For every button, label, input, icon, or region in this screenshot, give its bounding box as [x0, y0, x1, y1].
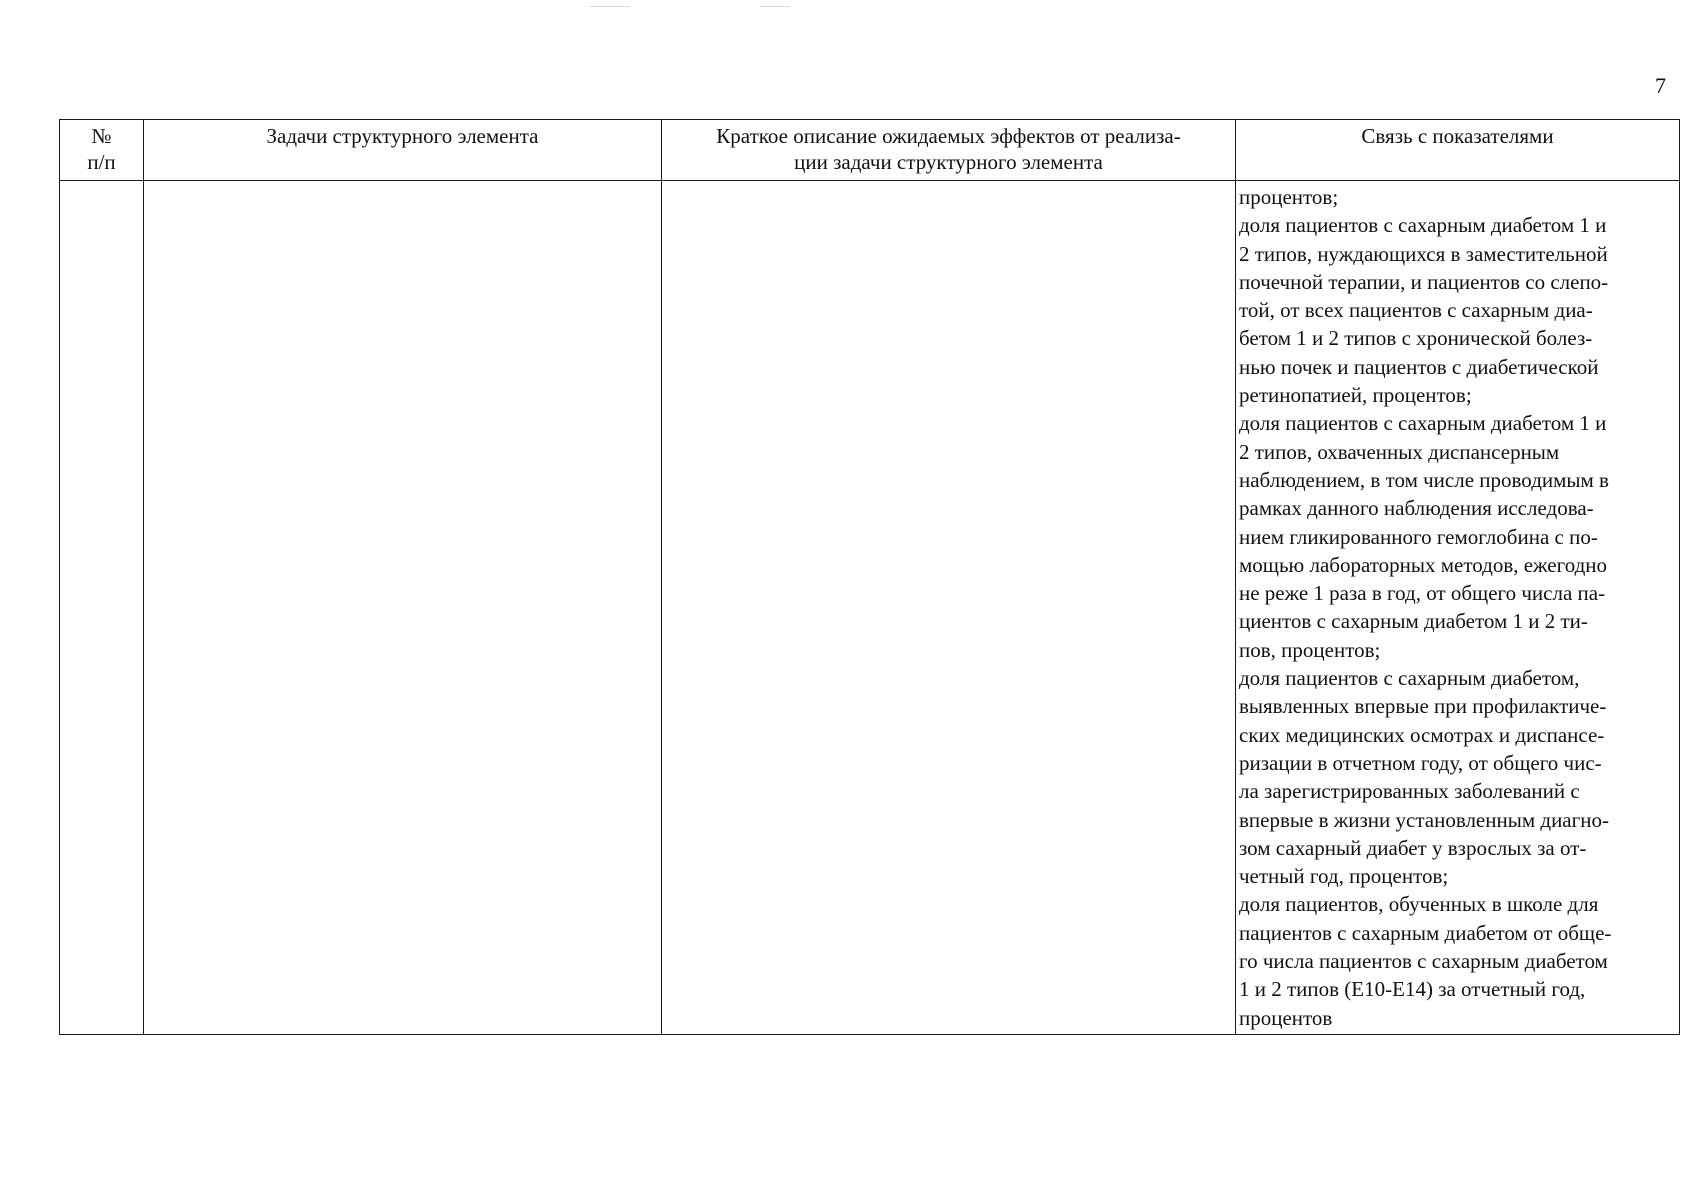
- structural-element-table: [59, 119, 1680, 1035]
- cell-num: [60, 181, 144, 1035]
- table-header-row: [60, 120, 1680, 181]
- cell-indicators: процентов; доля пациентов с сахарным диабетом 1 и 2 типов, нуждающихся в заместительной почечной терапии, и пациентов со слепо- той, от всех пациентов с сахарным диа- бетом 1 и 2 типов с хронической болез- нью почек и пациентов с диабетической ретинопатией, процентов; доля пациентов с сахарным диабетом 1 и 2 типов, охваченных диспансерным наблюдением, в том числе проводимым в рамках данного наблюдения исследова- нием гликированного гемоглобина с по- мощью лабораторных методов, ежегодно не реже 1 раза в год, от общего числа па- циентов с сахарным диабетом 1 и 2 ти- пов, процентов; доля пациентов с сахарным диабетом, выявленных впервые при профилактиче- ских медицинских осмотрах и диспансе- ризации в отчетном году, от общего чис- ла зарегистрированных заболеваний с впервые в жизни установленным диагно- зом сахарный диабет у взрослых за от- четный год, процентов; доля пациентов, обученных в школе для пациентов с сахарным диабетом от обще- го числа пациентов с сахарным диабетом 1 и 2 типов (E10-E14) за отчетный год, процентов: [1236, 181, 1680, 1035]
- header-effects: Краткое описание ожидаемых эффектов от реализа- ции задачи структурного элемента: [662, 120, 1236, 181]
- header-indicators: Связь с показателями: [1236, 120, 1680, 181]
- header-num: № п/п: [60, 120, 144, 181]
- page-number: 7: [1655, 73, 1666, 98]
- scan-artifact: [590, 6, 630, 7]
- scan-artifact: [760, 6, 790, 7]
- cell-tasks: [144, 181, 662, 1035]
- cell-effects: [662, 181, 1236, 1035]
- header-tasks: Задачи структурного элемента: [144, 120, 662, 181]
- table-row: [60, 181, 1680, 1035]
